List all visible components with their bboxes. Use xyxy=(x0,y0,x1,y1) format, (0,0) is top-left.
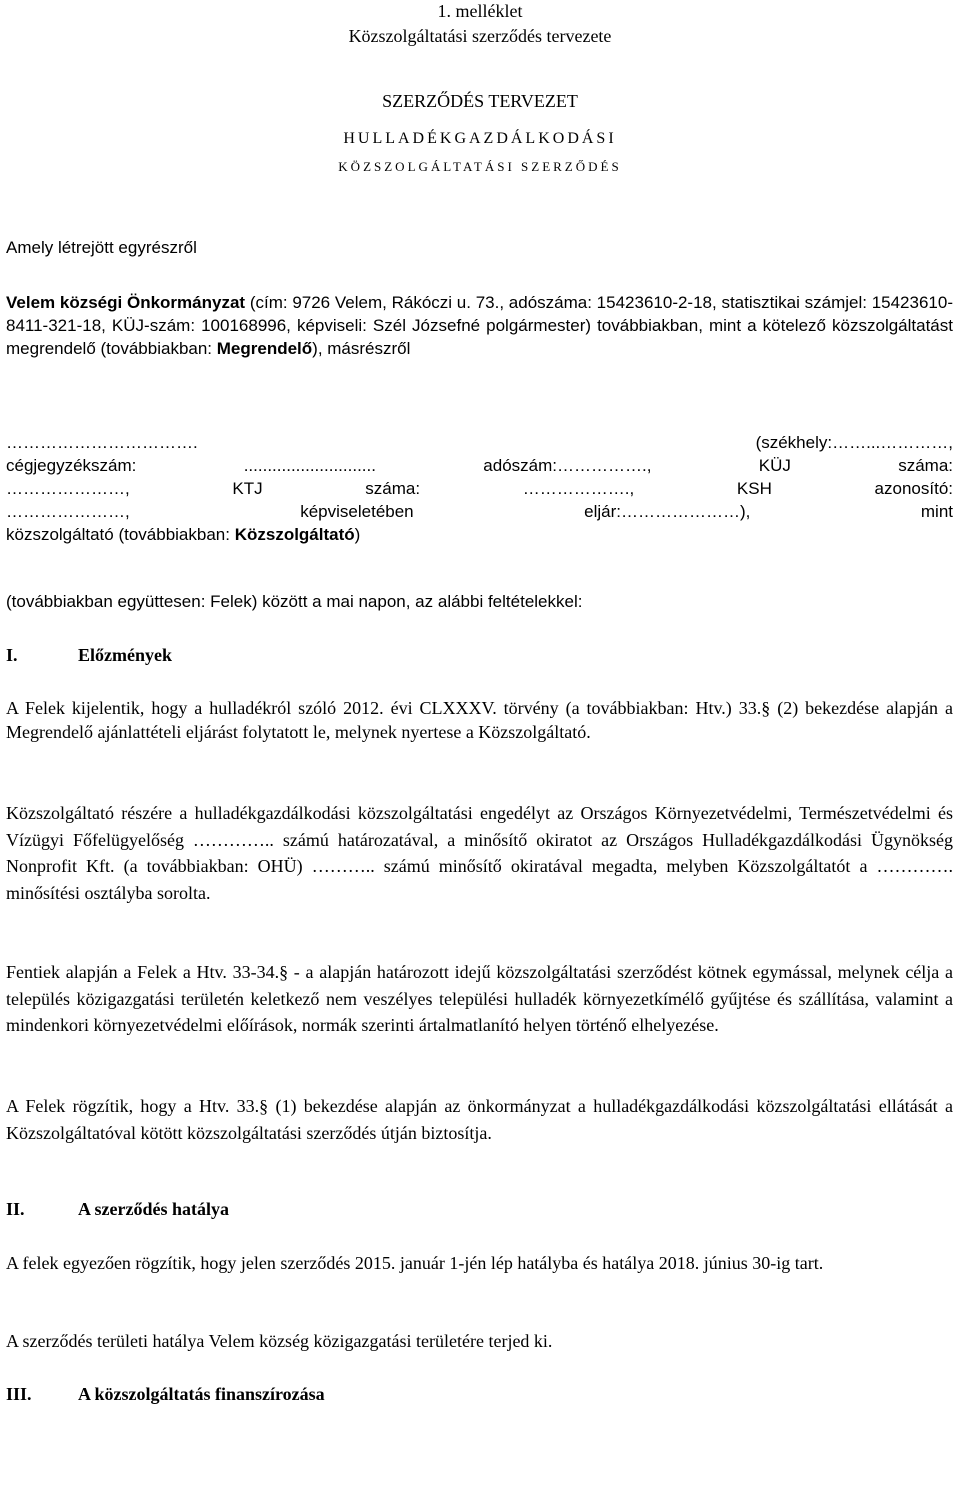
section-1-title: Előzmények xyxy=(78,645,172,665)
section-2-title: A szerződés hatálya xyxy=(78,1199,229,1219)
section-2-paragraph-1: A felek egyezően rögzítik, hogy jelen szerződés 2015. január 1-jén lép hatályba és hatálya 2018. június 30-ig tart. xyxy=(6,1253,824,1273)
party1-name: Velem községi Önkormányzat xyxy=(6,293,246,312)
section-3-title: A közszolgáltatás finanszírozása xyxy=(78,1384,325,1404)
section-1-paragraph-3: Fentiek alapján a Felek a Htv. 33-34.§ - a alapján határozott idejű közszolgáltatási szerződést kötnek egymással, melynek célja a település közigazgatási területén keletkező nem veszélyes települési hulladék környezetkímélő gyűjtése és szállítása, valamint a mindenkori környezetvédelmi előírások, normák szerinti ártalmatlanító helyen történő elhelyezése. xyxy=(6,962,953,1035)
title-line-2: HULLADÉKGAZDÁLKODÁSI xyxy=(343,130,617,147)
section-1-paragraph-2: Közszolgáltató részére a hulladékgazdálkodási közszolgáltatási engedélyt az Országos Környezetvédelmi, Természetvédelmi és Vízügyi Főfelügyelőség ………….. számú határozatával, a minősítő okiratot az Országos Hulladékgazdálkodási Ügynökség Nonprofit Kft. (a továbbiakban: OHÜ) ……….. számú minősítő okiratával megadta, melyben Közszolgáltatót a …………. minősítési osztályba sorolta. xyxy=(6,803,953,903)
section-2-paragraph-2: A szerződés területi hatálya Velem község közigazgatási területére terjed ki. xyxy=(6,1331,553,1351)
party2-role: Közszolgáltató xyxy=(234,525,355,544)
party1-details-a: (cím: 9726 Velem, Rákóczi u. 73., adószáma: 15423610-2-18, statisztikai számjel: 15423610-8411-321-18, KÜJ-szám: 100168996, képviseli: Szél Józsefné polgármester) továbbiakban, mint a kötelező közszolgáltatást megrendelő (továbbiakban: xyxy=(6,293,953,358)
section-1-heading xyxy=(6,644,953,666)
party1-role: Megrendelő xyxy=(216,339,313,358)
section-3-number: III. xyxy=(6,1384,32,1404)
together-text: (továbbiakban együttesen: Felek) között a mai napon, az alábbi feltételekkel: xyxy=(6,592,583,611)
party2-paragraph xyxy=(6,431,953,546)
party2-line-4: …………………, képviseletében eljár:…………………), mint xyxy=(6,502,953,521)
party1-paragraph xyxy=(6,291,953,360)
section-2-heading xyxy=(6,1198,953,1220)
party2-line-2: cégjegyzékszám: ............................ adószám:……………., KÜJ száma: xyxy=(6,456,953,475)
intro-text: Amely létrejött egyrészről xyxy=(6,238,197,257)
section-1-number: I. xyxy=(6,645,18,665)
section-1-paragraph-1: A Felek kijelentik, hogy a hulladékról szóló 2012. évi CLXXXV. törvény (a továbbiakban: Htv.) 33.§ (2) bekezdése alapján a Megrendelő ajánlattételi eljárást folytatott le, melynek nyertese a Közszolgáltató. xyxy=(6,698,953,742)
title-line-1: SZERZŐDÉS TERVEZET xyxy=(382,91,578,111)
party2-line-5 xyxy=(6,525,360,544)
title-line-3: KÖZSZOLGÁLTATÁSI SZERZŐDÉS xyxy=(338,159,622,174)
annex-number: 1. melléklet xyxy=(437,1,523,21)
section-3-heading xyxy=(6,1383,953,1405)
party2-line-3: …………………, KTJ száma: ………………., KSH azonosító: xyxy=(6,479,953,498)
party1-details-b: ), másrészről xyxy=(312,339,411,358)
annex-subtitle: Közszolgáltatási szerződés tervezete xyxy=(348,26,612,46)
party2-line-5-end: ) xyxy=(354,525,361,544)
section-1-paragraph-4: A Felek rögzítik, hogy a Htv. 33.§ (1) bekezdése alapján az önkormányzat a hulladékgazdálkodási közszolgáltatási ellátását a Közszolgáltatóval kötött közszolgáltatási szerződés útján biztosítja. xyxy=(6,1096,953,1143)
section-2-number: II. xyxy=(6,1199,25,1219)
party2-line-5-text: közszolgáltató (továbbiakban: xyxy=(6,525,235,544)
party2-line-1: ……………………………. (székhely:……...…………, xyxy=(6,433,953,452)
